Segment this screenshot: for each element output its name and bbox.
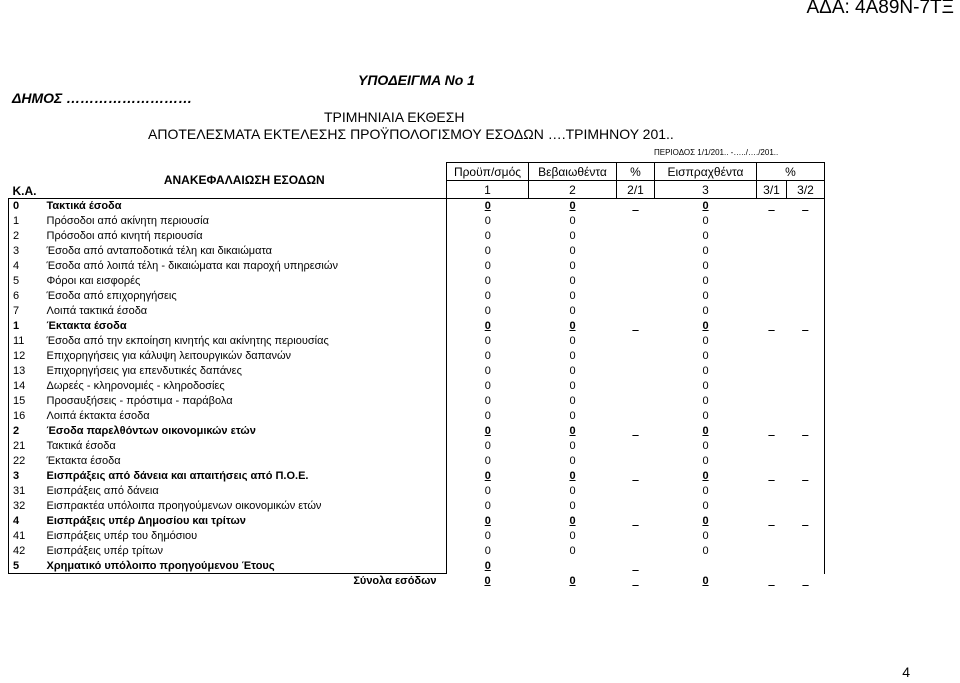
row-label: Έσοδα από ανταποδοτικά τέλη και δικαιώματα <box>43 244 447 259</box>
row-value: 0 <box>569 245 576 257</box>
row-value <box>787 544 825 559</box>
row-value: 0 <box>702 245 709 257</box>
row-value <box>757 394 787 409</box>
row-value: 0 <box>702 470 709 482</box>
row-value: 0 <box>484 335 491 347</box>
period-label: ΠΕΡΙΟΔΟΣ 1/1/201.. -…../…./201.. <box>654 148 779 157</box>
row-value <box>757 289 787 304</box>
col-number: 2 <box>529 181 617 199</box>
row-value <box>787 289 825 304</box>
row-value <box>617 364 655 379</box>
row-value <box>617 409 655 424</box>
col-header-pct2: % <box>757 163 825 181</box>
row-value: 0 <box>484 500 491 512</box>
row-label: Έσοδα παρελθόντων οικονομικών ετών <box>43 424 447 439</box>
row-value: 0 <box>569 305 576 317</box>
col-number: 3/1 <box>757 181 787 199</box>
row-code: 14 <box>9 379 43 394</box>
row-code: 5 <box>9 559 43 574</box>
row-code: 12 <box>9 349 43 364</box>
row-value: 0 <box>484 275 491 287</box>
row-value: 0 <box>702 260 709 272</box>
totals-value: 0 <box>702 575 709 587</box>
row-label: Φόροι και εισφορές <box>43 274 447 289</box>
row-value: 0 <box>702 440 709 452</box>
row-value: 0 <box>702 425 709 437</box>
row-code: 42 <box>9 544 43 559</box>
row-value: 0 <box>484 320 491 332</box>
row-code: 5 <box>9 274 43 289</box>
row-value: 0 <box>569 455 576 467</box>
row-code: 7 <box>9 304 43 319</box>
row-value <box>757 409 787 424</box>
ada-stamp: ΑΔΑ: 4Α89Ν-7ΤΞ <box>806 0 954 18</box>
row-value: 0 <box>569 275 576 287</box>
row-label: Επιχορηγήσεις για κάλυψη λειτουργικών δαπανών <box>43 349 447 364</box>
row-value <box>787 259 825 274</box>
row-value <box>787 394 825 409</box>
row-value <box>787 439 825 454</box>
totals-value: _ <box>802 575 809 587</box>
row-value: 0 <box>702 455 709 467</box>
table-row <box>9 304 825 319</box>
row-value: 0 <box>569 500 576 512</box>
row-value: _ <box>787 469 825 484</box>
row-value: 0 <box>529 199 617 214</box>
col-header-budget: Προϋπ/σμός <box>447 163 529 181</box>
row-value <box>617 454 655 469</box>
row-label: Έσοδα από την εκποίηση κινητής και ακίνητης περιουσίας <box>43 334 447 349</box>
row-value: 0 <box>484 425 491 437</box>
report-subtitle: ΑΠΟΤΕΛΕΣΜΑΤΑ ΕΚΤΕΛΕΣΗΣ ΠΡΟΫΠΟΛΟΓΙΣΜΟΥ ΕΣΟΔΩΝ ….ΤΡΙΜΗΝΟΥ 201.. <box>148 126 674 142</box>
table-row <box>9 364 825 379</box>
row-value: 0 <box>484 470 491 482</box>
table-row <box>9 319 825 334</box>
row-value: 0 <box>569 335 576 347</box>
col-header-collected: Εισπραχθέντα <box>655 163 757 181</box>
row-value <box>617 484 655 499</box>
row-label: Πρόσοδοι από κινητή περιουσία <box>43 229 447 244</box>
row-value: 0 <box>484 365 491 377</box>
col-number: 3/2 <box>787 181 825 199</box>
row-value: 0 <box>655 199 757 214</box>
row-value: _ <box>768 515 775 527</box>
sample-label: ΥΠΟΔΕΙΓΜΑ Νο 1 <box>358 72 475 88</box>
row-value: 0 <box>484 410 491 422</box>
row-value: _ <box>768 425 775 437</box>
row-label: Προσαυξήσεις - πρόστιμα - παράβολα <box>43 394 447 409</box>
row-value: 0 <box>702 275 709 287</box>
row-value <box>787 484 825 499</box>
row-value: 0 <box>484 545 491 557</box>
row-label: Εισπράξεις από δάνεια <box>43 484 447 499</box>
row-value: 0 <box>484 485 491 497</box>
row-code: 21 <box>9 439 43 454</box>
municipality-label: ΔΗΜΟΣ ……………………… <box>12 90 193 106</box>
table-row <box>9 229 825 244</box>
row-code: 31 <box>9 484 43 499</box>
row-code: 32 <box>9 499 43 514</box>
row-value: _ <box>768 320 775 332</box>
row-code: 13 <box>9 364 43 379</box>
table-row <box>9 199 825 214</box>
row-value: 0 <box>484 530 491 542</box>
row-label: Έκτακτα έσοδα <box>43 454 447 469</box>
row-value <box>757 544 787 559</box>
row-code: 1 <box>9 319 43 334</box>
totals-value: _ <box>632 575 639 587</box>
row-value <box>617 244 655 259</box>
row-value <box>757 499 787 514</box>
table-row <box>9 454 825 469</box>
row-value: 0 <box>702 530 709 542</box>
row-value <box>617 529 655 544</box>
row-value <box>787 229 825 244</box>
row-value <box>757 484 787 499</box>
row-label: Έσοδα από επιχορηγήσεις <box>43 289 447 304</box>
table-row <box>9 439 825 454</box>
table-row <box>9 484 825 499</box>
row-value <box>757 559 787 574</box>
row-value: 0 <box>702 545 709 557</box>
totals-value: _ <box>768 575 775 587</box>
row-value <box>787 214 825 229</box>
row-value: 0 <box>702 230 709 242</box>
row-value: _ <box>787 199 825 214</box>
row-value: 0 <box>484 305 491 317</box>
totals-value: 0 <box>484 575 491 587</box>
row-value: 0 <box>569 410 576 422</box>
row-value <box>757 334 787 349</box>
row-value: 0 <box>569 260 576 272</box>
row-code: 6 <box>9 289 43 304</box>
row-value: 0 <box>702 515 709 527</box>
row-value <box>757 244 787 259</box>
totals-value: 0 <box>569 575 576 587</box>
row-value <box>757 349 787 364</box>
row-value <box>617 544 655 559</box>
row-value: 0 <box>569 320 576 332</box>
row-value <box>617 379 655 394</box>
row-value: 0 <box>569 425 576 437</box>
row-value: 0 <box>569 515 576 527</box>
row-value: 0 <box>702 320 709 332</box>
row-code: 22 <box>9 454 43 469</box>
row-value <box>655 559 757 574</box>
row-value <box>787 349 825 364</box>
row-value: 0 <box>702 380 709 392</box>
row-value: 0 <box>569 380 576 392</box>
row-value: 0 <box>702 500 709 512</box>
row-value: 0 <box>569 350 576 362</box>
row-label: Έσοδα από λοιπά τέλη - δικαιώματα και παροχή υπηρεσιών <box>43 259 447 274</box>
row-value <box>787 364 825 379</box>
row-label: Δωρεές - κληρονομιές - κληροδοσίες <box>43 379 447 394</box>
row-value <box>757 529 787 544</box>
row-value <box>529 559 617 574</box>
row-value: 0 <box>569 545 576 557</box>
table-row <box>9 334 825 349</box>
col-header-pct1: % <box>617 163 655 181</box>
row-value: 0 <box>702 350 709 362</box>
row-value <box>787 559 825 574</box>
row-value: 0 <box>484 230 491 242</box>
row-value <box>757 229 787 244</box>
row-label: Λοιπά τακτικά έσοδα <box>43 304 447 319</box>
table-row <box>9 394 825 409</box>
row-value: _ <box>787 319 825 334</box>
table-row <box>9 214 825 229</box>
row-value: 0 <box>702 335 709 347</box>
row-value <box>787 304 825 319</box>
row-value: _ <box>632 560 639 572</box>
row-code: 4 <box>9 259 43 274</box>
row-label: Τακτικά έσοδα <box>43 439 447 454</box>
row-value: 0 <box>484 455 491 467</box>
row-value <box>617 499 655 514</box>
row-value: 0 <box>484 440 491 452</box>
row-value <box>787 454 825 469</box>
row-value: 0 <box>702 395 709 407</box>
row-value: 0 <box>484 215 491 227</box>
table-row <box>9 409 825 424</box>
table-row <box>9 514 825 529</box>
row-value: 0 <box>484 395 491 407</box>
row-value <box>757 304 787 319</box>
row-code: 41 <box>9 529 43 544</box>
page-number: 4 <box>902 664 910 680</box>
row-value: 0 <box>702 365 709 377</box>
row-value: _ <box>787 514 825 529</box>
row-value <box>757 454 787 469</box>
row-code: 2 <box>9 229 43 244</box>
row-value: 0 <box>569 440 576 452</box>
table-row <box>9 349 825 364</box>
row-value <box>757 214 787 229</box>
row-label: Εισπράξεις υπέρ τρίτων <box>43 544 447 559</box>
row-label: Εισπράξεις από δάνεια και απαιτήσεις από Π.Ο.Ε. <box>43 469 447 484</box>
table-row <box>9 424 825 439</box>
code-header: Κ.Α. <box>12 184 37 198</box>
row-code: 1 <box>9 214 43 229</box>
row-value <box>617 304 655 319</box>
table-row <box>9 559 825 574</box>
row-value: 0 <box>447 199 529 214</box>
row-value <box>787 274 825 289</box>
table-row <box>9 259 825 274</box>
row-value <box>617 349 655 364</box>
row-value: _ <box>632 470 639 482</box>
row-value <box>757 259 787 274</box>
row-value: 0 <box>484 260 491 272</box>
row-value: _ <box>632 320 639 332</box>
row-label: Επιχορηγήσεις για επενδυτικές δαπάνες <box>43 364 447 379</box>
row-label: Τακτικά έσοδα <box>43 199 447 214</box>
row-value <box>617 214 655 229</box>
table-row <box>9 544 825 559</box>
row-value <box>617 274 655 289</box>
row-label: Λοιπά έκτακτα έσοδα <box>43 409 447 424</box>
row-value <box>617 439 655 454</box>
row-code: 16 <box>9 409 43 424</box>
row-value: 0 <box>484 290 491 302</box>
row-value <box>757 274 787 289</box>
row-code: 3 <box>9 469 43 484</box>
row-value <box>617 289 655 304</box>
row-value: 0 <box>484 560 491 572</box>
row-value: 0 <box>569 470 576 482</box>
row-value <box>787 409 825 424</box>
row-value: 0 <box>484 515 491 527</box>
row-value: 0 <box>702 305 709 317</box>
row-label: Εισπράξεις υπέρ του δημόσιου <box>43 529 447 544</box>
table-row <box>9 529 825 544</box>
row-value <box>617 394 655 409</box>
row-value <box>617 259 655 274</box>
row-value: 0 <box>484 245 491 257</box>
row-value: _ <box>787 424 825 439</box>
row-value <box>757 439 787 454</box>
row-label: Εισπρακτέα υπόλοιπα προηγούμενων οικονομικών ετών <box>43 499 447 514</box>
table-row <box>9 379 825 394</box>
table-row <box>9 469 825 484</box>
table-row <box>9 499 825 514</box>
row-label: Πρόσοδοι από ακίνητη περιουσία <box>43 214 447 229</box>
row-code: 3 <box>9 244 43 259</box>
row-value: 0 <box>569 485 576 497</box>
row-code: 2 <box>9 424 43 439</box>
totals-label: Σύνολα εσόδων <box>353 575 437 588</box>
revenue-summary-table <box>8 162 825 589</box>
row-code: 11 <box>9 334 43 349</box>
row-value <box>787 379 825 394</box>
row-value: 0 <box>569 530 576 542</box>
col-header-certified: Βεβαιωθέντα <box>529 163 617 181</box>
row-value <box>787 529 825 544</box>
row-value: 0 <box>569 365 576 377</box>
row-value <box>787 244 825 259</box>
row-value <box>757 379 787 394</box>
col-number: 3 <box>655 181 757 199</box>
table-row <box>9 274 825 289</box>
row-value: 0 <box>702 485 709 497</box>
row-value: _ <box>757 199 787 214</box>
row-label: Έκτακτα έσοδα <box>43 319 447 334</box>
row-label: Εισπράξεις υπέρ Δημοσίου και τρίτων <box>43 514 447 529</box>
row-value <box>787 334 825 349</box>
row-value: 0 <box>569 230 576 242</box>
row-value <box>617 229 655 244</box>
col-number: 2/1 <box>617 181 655 199</box>
row-value: _ <box>768 470 775 482</box>
row-code: 15 <box>9 394 43 409</box>
report-title: ΤΡΙΜΗΝΙΑΙΑ ΕΚΘΕΣΗ <box>324 109 465 125</box>
row-value: 0 <box>569 395 576 407</box>
table-row <box>9 244 825 259</box>
row-value <box>617 334 655 349</box>
row-code: 0 <box>9 199 43 214</box>
row-value: 0 <box>484 350 491 362</box>
row-value: _ <box>632 515 639 527</box>
row-value: 0 <box>569 290 576 302</box>
table-row <box>9 289 825 304</box>
row-value: 0 <box>569 215 576 227</box>
row-value <box>787 499 825 514</box>
row-value <box>757 364 787 379</box>
row-value: _ <box>632 425 639 437</box>
col-number: 1 <box>447 181 529 199</box>
table-title: ΑΝΑΚΕΦΑΛΑΙΩΣΗ ΕΣΟΔΩΝ <box>163 173 325 188</box>
row-value: _ <box>617 199 655 214</box>
totals-row <box>9 574 825 589</box>
row-value: 0 <box>484 380 491 392</box>
row-value: 0 <box>702 290 709 302</box>
row-value: 0 <box>702 215 709 227</box>
row-value: 0 <box>702 410 709 422</box>
row-label: Χρηματικό υπόλοιπο προηγούμενου Έτους <box>43 559 447 574</box>
row-code: 4 <box>9 514 43 529</box>
